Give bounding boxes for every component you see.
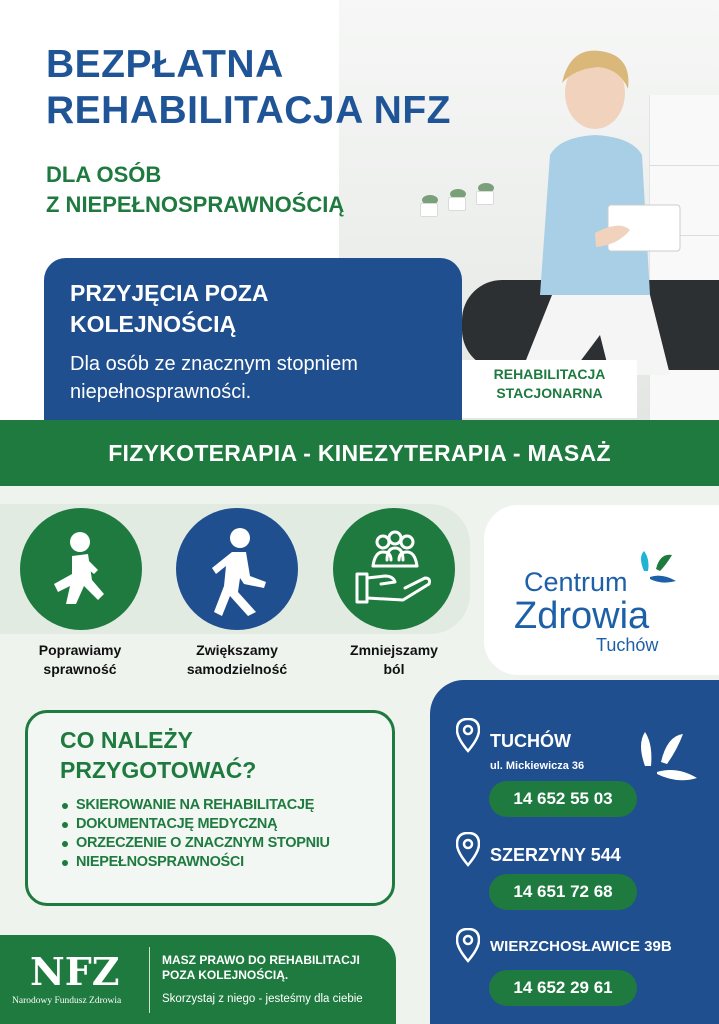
feature-caption — [5, 641, 155, 679]
feature-caption-line: ból — [383, 661, 405, 677]
feature-caption — [319, 641, 469, 679]
preparation-list — [60, 796, 330, 872]
running-person-icon — [20, 508, 142, 630]
priority-heading-line: KOLEJNOŚCIĄ — [70, 311, 237, 337]
nfz-rights-line: MASZ PRAWO DO REHABILITACJI — [162, 953, 360, 967]
hand-with-people-icon — [333, 508, 455, 630]
location-pin-icon — [456, 928, 480, 964]
priority-text-line: niepełnosprawności. — [70, 381, 252, 403]
rehab-tag-line: STACJONARNA — [496, 385, 603, 401]
location-pin-icon — [456, 718, 480, 754]
services-band: FIZYKOTERAPIA - KINEZYTERAPIA - MASAŻ — [0, 420, 719, 486]
preparation-title-line: CO NALEŻY — [60, 727, 193, 753]
title-line: BEZPŁATNA — [46, 43, 284, 86]
feature-caption-line: Zmniejszamy — [350, 642, 438, 658]
feature-circle — [20, 508, 142, 630]
subtitle-line: Z NIEPEŁNOSPRAWNOŚCIĄ — [46, 192, 345, 217]
logo-line: Tuchów — [596, 635, 659, 655]
location-pin-icon — [456, 832, 480, 868]
list-item: SKIEROWANIE NA REHABILITACJĘ — [60, 796, 330, 815]
rehab-type-tag — [462, 360, 637, 418]
feature-caption-line: samodzielność — [186, 661, 288, 677]
feature-caption-line: Poprawiamy — [38, 642, 122, 658]
walking-person-icon — [176, 508, 298, 630]
nfz-rights-line: POZA KOLEJNOŚCIĄ. — [162, 968, 289, 982]
priority-box — [44, 258, 462, 423]
subtitle — [46, 160, 344, 220]
location-address: ul. Mickiewicza 36 — [490, 760, 585, 772]
main-title — [46, 42, 451, 134]
list-item: ORZECZENIE O ZNACZNYM STOPNIU — [60, 834, 330, 853]
petals-decoration-icon — [635, 726, 699, 786]
feature-caption-line: Zwiększamy — [196, 642, 278, 658]
phone-number[interactable]: 14 652 55 03 — [489, 781, 637, 817]
feature-circle — [333, 508, 455, 630]
nfz-logo-subtitle: Narodowy Fundusz Zdrowia — [12, 996, 122, 1006]
preparation-title-line: PRZYGOTOWAĆ? — [60, 757, 257, 783]
logo-line: Zdrowia — [514, 595, 650, 637]
priority-heading-line: PRZYJĘCIA POZA — [70, 280, 269, 306]
subtitle-line: DLA OSÓB — [46, 162, 162, 187]
contact-panel — [430, 680, 719, 1024]
phone-number[interactable]: 14 652 29 61 — [489, 970, 637, 1006]
centrum-zdrowia-logo — [484, 505, 719, 675]
nfz-tagline: Skorzystaj z niego - jesteśmy dla ciebie — [162, 993, 363, 1005]
feature-circle — [176, 508, 298, 630]
preparation-title — [60, 725, 256, 785]
feature-caption — [162, 641, 312, 679]
feature-caption-line: sprawność — [43, 661, 117, 677]
rehab-tag-line: REHABILITACJA — [493, 366, 606, 382]
nfz-logo: NFZ — [30, 949, 120, 994]
list-item: NIEPEŁNOSPRAWNOŚCI — [60, 853, 330, 872]
nfz-rights-text — [162, 953, 360, 983]
location-name: SZERZYNY 544 — [490, 845, 621, 865]
priority-text-line: Dla osób ze znacznym stopniem — [70, 353, 358, 375]
preparation-box — [25, 710, 395, 906]
phone-number[interactable]: 14 651 72 68 — [489, 874, 637, 910]
nfz-footer — [0, 935, 396, 1024]
title-line: REHABILITACJA NFZ — [46, 89, 451, 132]
list-item: DOKUMENTACJĘ MEDYCZNĄ — [60, 815, 330, 834]
priority-text — [70, 350, 436, 406]
location-name: TUCHÓW — [490, 731, 571, 751]
divider — [149, 947, 150, 1013]
logo-line: Centrum — [524, 567, 628, 597]
therapist-figure — [500, 45, 700, 385]
location-name: WIERZCHOSŁAWICE 39B — [490, 938, 672, 955]
